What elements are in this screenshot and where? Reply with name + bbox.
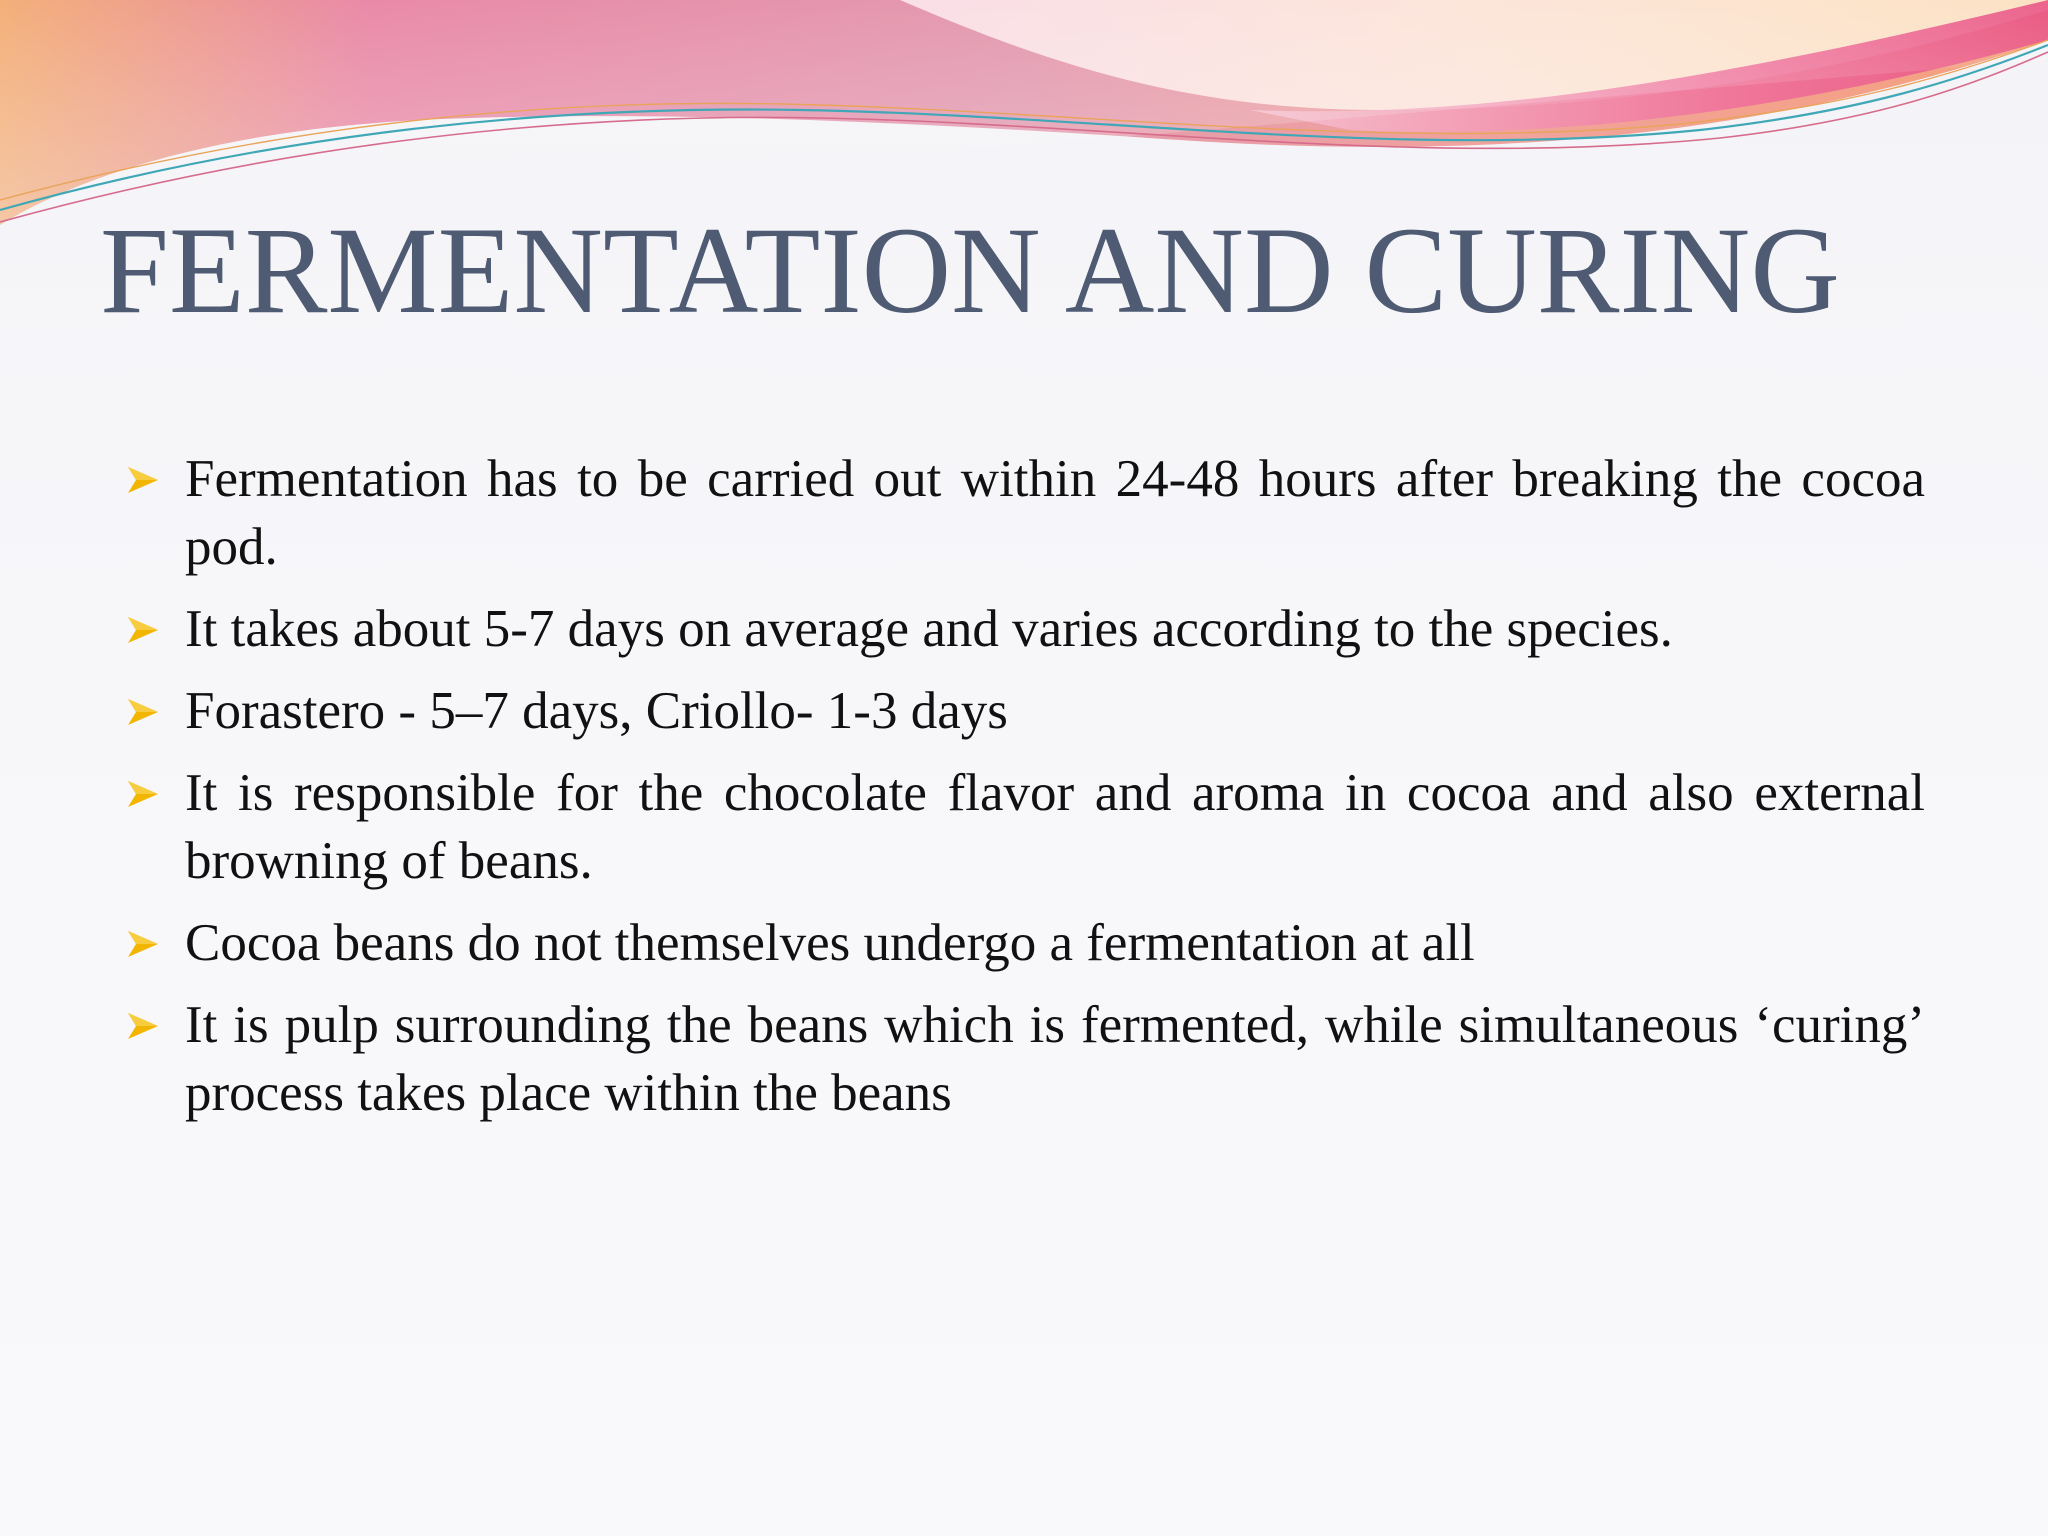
bullet-text: Fermentation has to be carried out within 24-48 hours after breaking the cocoa pod.: [185, 450, 1925, 576]
arrowhead-bullet-icon: [126, 615, 160, 645]
list-item: [120, 909, 1925, 977]
arrowhead-bullet-icon: [126, 697, 160, 727]
slide-title: FERMENTATION AND CURING: [100, 202, 1840, 339]
arrowhead-bullet-icon: [126, 465, 160, 495]
bullet-text: Forastero - 5–7 days, Criollo- 1-3 days: [185, 682, 1008, 740]
list-item: [120, 991, 1925, 1127]
bullet-text: It takes about 5-7 days on average and varies according to the species.: [185, 600, 1673, 658]
arrowhead-bullet-icon: [126, 1011, 160, 1041]
arrowhead-bullet-icon: [126, 779, 160, 809]
bullet-text: Cocoa beans do not themselves undergo a fermentation at all: [185, 914, 1475, 972]
list-item: [120, 595, 1925, 663]
list-item: [120, 677, 1925, 745]
arrowhead-bullet-icon: [126, 929, 160, 959]
bullet-text: It is responsible for the chocolate flavor and aroma in cocoa and also external browning of beans.: [185, 764, 1925, 890]
bullet-list: [120, 445, 1925, 1141]
list-item: [120, 445, 1925, 581]
bullet-text: It is pulp surrounding the beans which is fermented, while simultaneous ‘curing’ process takes place within the beans: [185, 996, 1925, 1122]
list-item: [120, 759, 1925, 895]
